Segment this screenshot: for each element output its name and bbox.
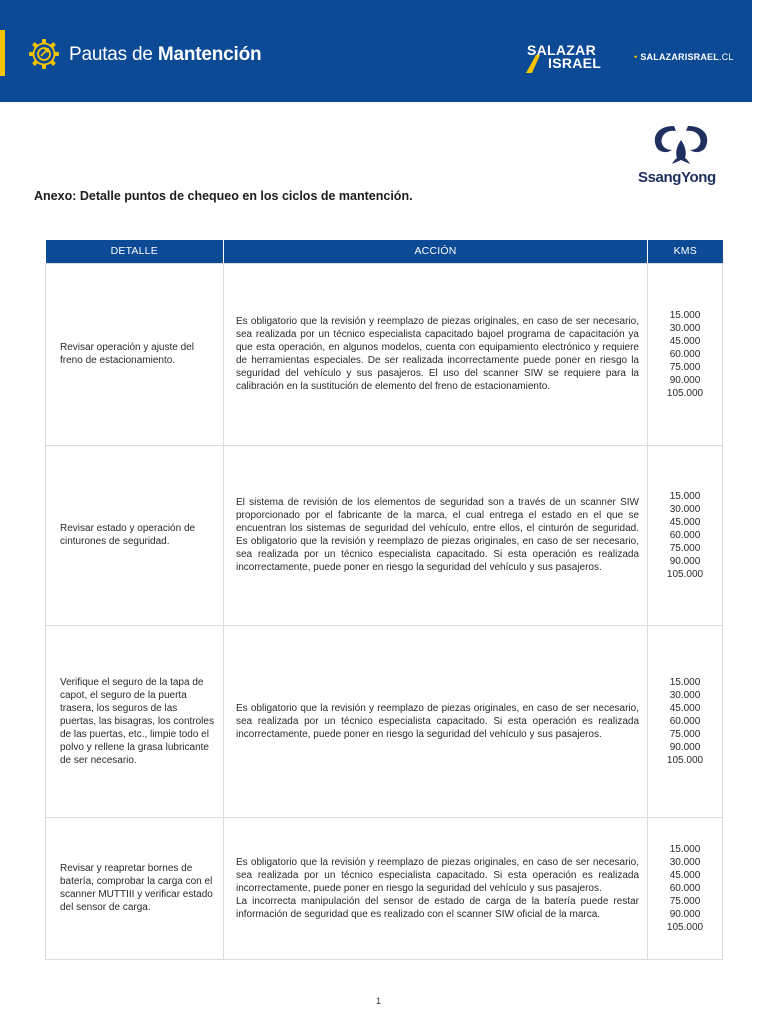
detail-cell: Verifique el seguro de la tapa de capot, el seguro de la puerta trasera, los seguros de las puertas, las bisagras, los controles de las puertas, etc., limpie todo el polvo y rellene la grasa lubricante de ser necesario.: [46, 625, 224, 817]
kms-cell: [648, 263, 723, 445]
detail-cell: Revisar operación y ajuste del freno de estacionamiento.: [46, 263, 224, 445]
kms-value: 45.000: [669, 702, 701, 714]
kms-cell: [648, 625, 723, 817]
header-kms: KMS: [648, 240, 723, 263]
kms-cell: [648, 817, 723, 959]
kms-value: 60.000: [669, 882, 701, 894]
kms-value: 105.000: [666, 921, 704, 933]
bullet-icon: •: [634, 52, 638, 62]
kms-value: 60.000: [669, 715, 701, 727]
detail-cell: Revisar estado y operación de cinturones de seguridad.: [46, 445, 224, 625]
kms-value: 75.000: [669, 895, 701, 907]
kms-value: 90.000: [669, 908, 701, 920]
kms-value: 15.000: [669, 843, 701, 855]
kms-value: 90.000: [669, 741, 701, 753]
table-row: [46, 625, 723, 817]
action-text: Es obligatorio que la revisión y reemplazo de piezas originales, en caso de ser necesario, sea realizada por un técnico especialista capacitado. Si esta operación es realizada incorrectamente, puede poner en riesgo la seguridad del vehículo y sus pasajeros.: [236, 856, 639, 894]
kms-value: 30.000: [669, 503, 701, 515]
brand-line-2: ISRAEL: [548, 55, 602, 71]
action-cell: [224, 817, 648, 959]
ssangyong-emblem-icon: [650, 124, 712, 166]
kms-value: 75.000: [669, 728, 701, 740]
kms-value: 105.000: [666, 568, 704, 580]
table-header-row: [46, 240, 723, 263]
table-row: [46, 445, 723, 625]
site-suffix: .CL: [718, 52, 734, 62]
kms-value: 105.000: [666, 387, 704, 399]
action-cell: Es obligatorio que la revisión y reemplazo de piezas originales, en caso de ser necesario, sea realizada por un técnico especialista capacitado. Si esta operación es realizada incorrectamente, puede poner en riesgo la seguridad del vehículo y sus pasajeros.: [224, 625, 648, 817]
gear-icon: [27, 37, 61, 71]
brand-line-1: SALAZAR: [527, 42, 596, 58]
kms-value: 30.000: [669, 856, 701, 868]
title-bold: Mantención: [157, 44, 262, 65]
title-light: Pautas de: [69, 44, 153, 65]
kms-value: 15.000: [669, 676, 701, 688]
kms-value: 30.000: [669, 689, 701, 701]
kms-value: 90.000: [669, 374, 701, 386]
header-accion: ACCIÓN: [224, 240, 648, 263]
header-bar: [0, 0, 752, 102]
kms-value: 75.000: [669, 361, 701, 373]
table-row: [46, 817, 723, 959]
kms-value: 90.000: [669, 555, 701, 567]
kms-value: 60.000: [669, 348, 701, 360]
kms-cell: [648, 445, 723, 625]
kms-value: 75.000: [669, 542, 701, 554]
kms-value: 45.000: [669, 869, 701, 881]
site-name: SALAZARISRAEL: [640, 52, 719, 62]
annex-title: Anexo: Detalle puntos de chequeo en los ciclos de mantención.: [34, 189, 413, 203]
kms-value: 30.000: [669, 322, 701, 334]
kms-value: 15.000: [669, 490, 701, 502]
table-row: [46, 263, 723, 445]
kms-value: 60.000: [669, 529, 701, 541]
page-title: [69, 44, 261, 66]
action-cell: El sistema de revisión de los elementos de seguridad son a través de un scanner SIW proporcionado por el fabricante de la marca, el cual entrega el estado en el que se encuentran los sistemas de seguridad del vehículo, entre ellos, el cinturón de seguridad. Es obligatorio que la revisión y reemplazo de piezas originales, en caso de ser necesario, sea realizada por un técnico especialista capacitado. Si esta operación es realizada incorrectamente, puede poner en riesgo la seguridad del vehículo y sus pasajeros.: [224, 445, 648, 625]
header-accent: [0, 30, 5, 76]
kms-value: 105.000: [666, 754, 704, 766]
checkpoint-table: [45, 240, 723, 960]
header-detalle: DETALLE: [46, 240, 224, 263]
site-link[interactable]: [634, 52, 734, 62]
detail-cell: Revisar y reapretar bornes de batería, comprobar la carga con el scanner MUTTIII y verificar estado del sensor de carga.: [46, 817, 224, 959]
kms-value: 15.000: [669, 309, 701, 321]
kms-value: 45.000: [669, 335, 701, 347]
kms-value: 45.000: [669, 516, 701, 528]
action-cell: Es obligatorio que la revisión y reemplazo de piezas originales, en caso de ser necesario, sea realizada por un técnico especialista capacitado bajoel programa de capacitación ya que esta operación, en algunos modelos, cuenta con equipamiento electrónico y requiere de herramientas especiales. De ser realizada incorrectamente puede poner en riesgo la seguridad del vehículo y sus pasajeros. El uso del scanner SIW se requiere para la calibración en la sustitución de elemento del freno de estacionamiento.: [224, 263, 648, 445]
page-number: 1: [375, 996, 381, 1006]
ssangyong-wordmark: SsangYong: [638, 169, 716, 186]
ssangyong-logo: [632, 124, 732, 188]
salazar-israel-logo: [524, 42, 608, 74]
action-extra-text: La incorrecta manipulación del sensor de estado de carga de la batería puede restar información de seguridad que es realizado con el scanner SIW oficial de la marca.: [236, 895, 639, 920]
